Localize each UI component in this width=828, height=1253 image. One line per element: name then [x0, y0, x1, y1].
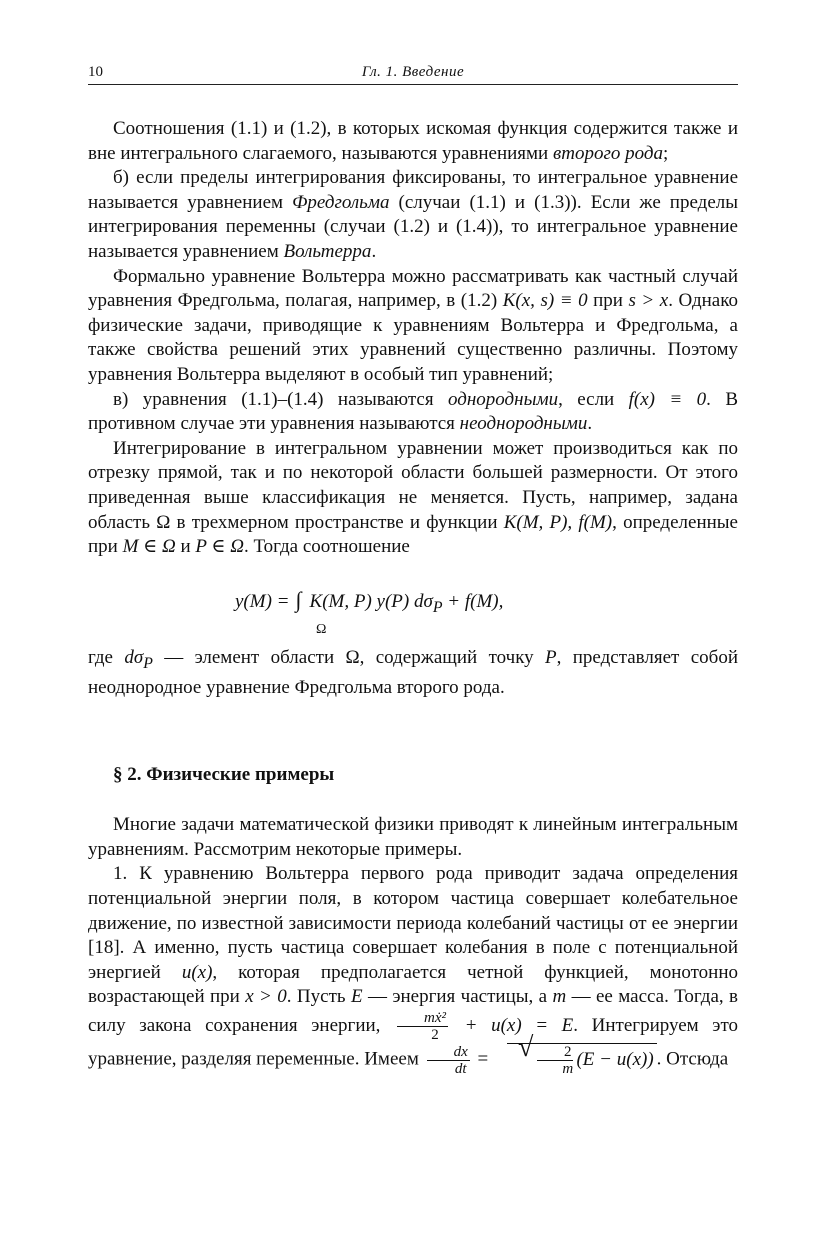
chapter-title: Гл. 1. Введение — [361, 64, 465, 80]
paragraph-5: Интегрирование в интегральном уравнении может производиться как по отрезку прямой, так и по некоторой области большей размерности. От этого приведенная выше классификация не меняется. Пусть, например, задана область Ω в трехмерном пространстве и функции K(M, P), f(M), определенные при M ∈ Ω и P ∈ Ω. Тогда соотношение — [88, 437, 738, 558]
integration-domain: Ω — [316, 621, 327, 637]
paragraph-2: б) если пределы интегрирования фиксированы, то интегральное уравнение называется уравнением Фредгольма (случаи (1.1) и (1.3)). Если же пределы интегрирования переменны (случаи (1.2) и (1.4)), то интегральное уравнение называется уравнением Вольтерра. — [88, 167, 739, 262]
page-body — [88, 117, 738, 1077]
page-number: 10 — [88, 64, 103, 80]
integral-sign: ∫ — [295, 586, 302, 612]
fraction-derivative: $\frac{dx}{dt}$ — [427, 1044, 470, 1077]
fraction-kinetic: $\frac{\text{mẋ²}}{2}$ — [397, 1010, 448, 1043]
paragraph-4: в) уравнения (1.1)–(1.4) называются однородными, если f(x) ≡ 0. В противном случае эти уравнения называются неоднородными. — [88, 388, 738, 435]
paragraph-1: Соотношения (1.1) и (1.2), в которых искомая функция содержится также и вне интегрального слагаемого, называются уравнениями второго рода; — [88, 118, 738, 164]
equation-integrand: K(M, P) y(P) dσ — [309, 590, 433, 612]
section-paragraph-1: Многие задачи математической физики приводят к линейным интегральным уравнениям. Рассмотрим некоторые примеры. — [88, 814, 738, 860]
paragraph-6: где $d\sigma_P$ — элемент области Ω, содержащий точку P, представляет собой неоднородное уравнение Фредгольма второго рода. — [88, 646, 738, 699]
paragraph-3: Формально уравнение Вольтерра можно рассматривать как частный случай уравнения Фредгольма, полагая, например, в (1.2) K(x, s) ≡ 0 при s > x. Однако физические задачи, приводящие к уравнениям Вольтерра и Фредгольма, а также свойства решений этих уравнений существенно различны. Поэтому уравнения Вольтерра выделяют в особый тип уравнений; — [88, 265, 738, 385]
section-heading: § 2. Физические примеры — [113, 763, 335, 785]
running-header — [88, 62, 738, 85]
equation-lhs: y(M) = — [235, 590, 290, 612]
square-root: √ $\frac{2}{m}$ (E − u(x)) — [507, 1043, 657, 1077]
section-paragraph-2: 1. К уравнению Вольтерра первого рода приводит задача определения потенциальной энергии поля, в котором частица совершает колебательное движение, по известной зависимости периода колебаний частицы от ее энергии [18]. А именно, пусть частица совершает колебания в поле с потенциальной энергией u(x), которая предполагается четной функцией, монотонно возрастающей при x > 0. Пусть E — энергия частицы, а m — ее масса. Тогда, в силу закона сохранения энергии, $\frac{\text{mẋ²}}{2}$ + u(x) = E. Интегрируем это уравнение, разделяя переменные. Имеем $\frac{dx}{dt}$ = √ $\frac{2}{m}$ (E − u(x)) . Отсюда — [88, 862, 738, 1077]
display-equation: y(M) = ∫ K(M, P) y(P) $d\sigma_P + f(M)$, Ω — [88, 568, 738, 640]
